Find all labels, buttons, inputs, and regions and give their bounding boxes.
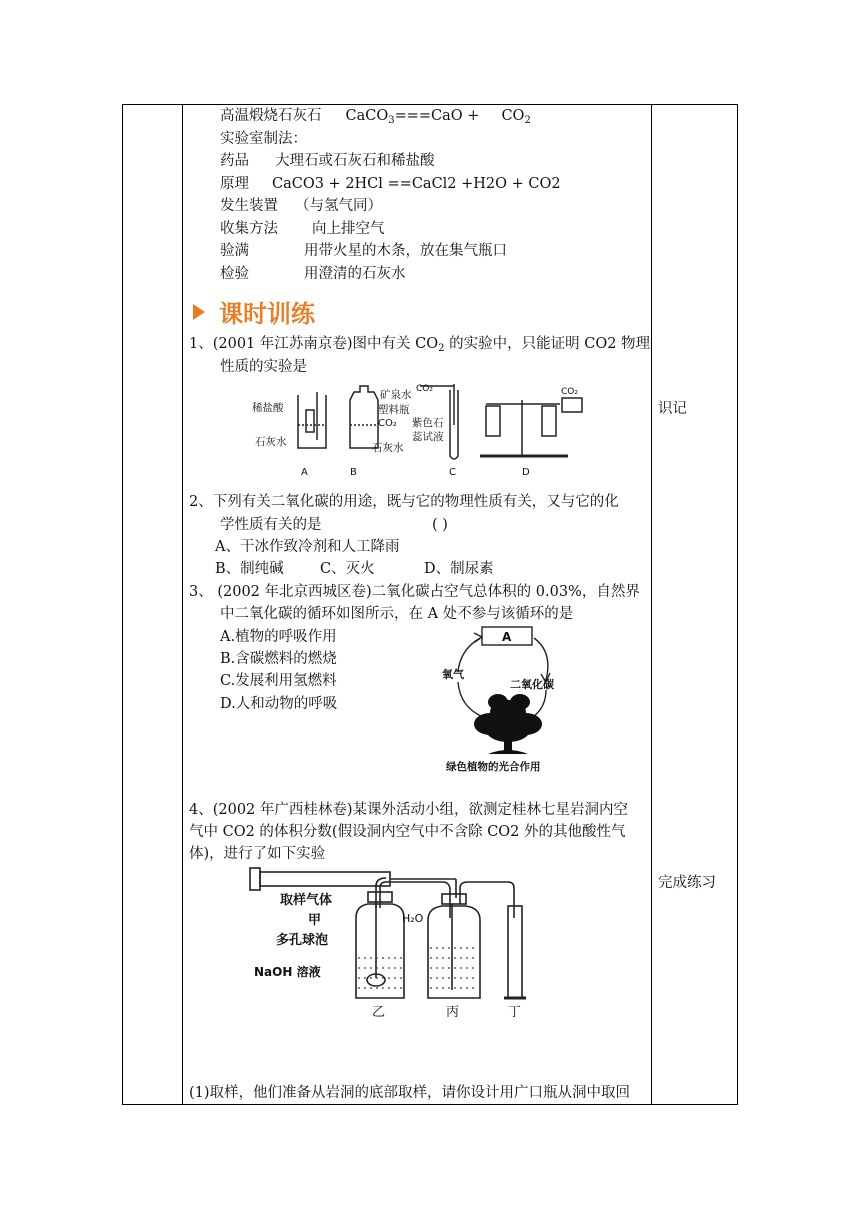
tree-icon — [474, 694, 542, 754]
table-divider-2 — [651, 104, 652, 1105]
apparatus-value: （与氢气同） — [295, 198, 382, 214]
fig1-label-co2-d: CO₂ — [561, 387, 578, 397]
q3-line1: 3、 (2002 年北京西城区卷)二氧化碳占空气总体积的 0.03%，自然界 — [189, 584, 640, 600]
fig3-co2-label: 二氧化碳 — [510, 678, 554, 691]
side-note-practice: 完成练习 — [658, 875, 716, 891]
collect-label: 收集方法 — [220, 221, 278, 237]
fig1-label-limewater-a: 石灰水 — [255, 436, 287, 448]
apparatus-label: 发生装置 — [220, 198, 278, 214]
fig4-sample-label: 取样气体 — [280, 893, 333, 908]
arrow-icon — [193, 304, 205, 320]
table-border-left — [122, 104, 123, 1105]
fig3-box-label: A — [502, 630, 512, 644]
q4-line1: 4、(2002 年广西桂林卷)某课外活动小组，欲测定桂林七星岩洞内空 — [189, 802, 629, 818]
reagent-value: 大理石或石灰石和稀盐酸 — [275, 153, 435, 169]
table-border-bottom — [122, 1104, 738, 1105]
q2-answer-paren: ( ) — [432, 517, 448, 533]
fullcheck-label: 验满 — [220, 243, 249, 259]
fig4-naoh-label: NaOH 溶液 — [254, 965, 321, 979]
table-border-top — [122, 104, 738, 105]
table-border-right — [737, 104, 738, 1105]
q3-option-b: B.含碳燃料的燃烧 — [220, 651, 337, 667]
fig1-letter-b: B — [350, 467, 357, 478]
q4-line2: 气中 CO2 的体积分数(假设洞内空气中不含除 CO2 外的其他酸性气 — [189, 824, 626, 840]
test-label: 检验 — [220, 266, 249, 282]
principle-label: 原理 — [220, 176, 249, 192]
q1-line1: 1、(2001 年江苏南京卷)图中有关 $CO_2$ 的实验中，只能证明 CO2 物理 — [189, 336, 651, 354]
fig1-label-limewater-b: 石灰水 — [372, 442, 404, 454]
q2-option-b: B、制纯碱 — [215, 561, 284, 577]
table-divider-1 — [182, 104, 183, 1105]
q3-line2: 中二氧化碳的循环如图所示，在 A 处不参与该循环的是 — [220, 606, 574, 622]
side-note-memorize: 识记 — [658, 401, 687, 417]
reagent-label: 药品 — [220, 153, 249, 169]
fig1-label-co2-c: CO₂ — [416, 384, 433, 394]
fig3-oxygen-label: 氧气 — [442, 668, 464, 681]
fig1-label-litmus-2: 蕊试液 — [412, 431, 444, 443]
fig1-label-co2-b: CO₂ — [378, 418, 397, 429]
q2-line1: 2、下列有关二氧化碳的用途，既与它的物理性质有关，又与它的化 — [189, 494, 619, 510]
collect-value: 向上排空气 — [312, 221, 385, 237]
fig1-letter-a: A — [301, 467, 308, 478]
q1-figure — [250, 380, 595, 480]
fig1-label-plastic-bottle: 塑料瓶 — [378, 404, 410, 416]
fig4-ding-label: 丁 — [508, 1005, 522, 1020]
q3-option-a: A.植物的呼吸作用 — [220, 629, 337, 645]
fig4-bubble-label: 多孔球泡 — [276, 933, 329, 948]
principle-value: CaCO3 + 2HCl ==CaCl2 +H2O + CO2 — [272, 176, 561, 192]
q3-figure — [428, 622, 588, 777]
q4-figure — [246, 858, 546, 1023]
fig3-caption: 绿色植物的光合作用 — [446, 761, 541, 773]
test-value: 用澄清的石灰水 — [304, 266, 406, 282]
q3-option-c: C.发展利用氢燃料 — [220, 673, 337, 689]
fig1-letter-c: C — [449, 467, 456, 478]
fig1-label-litmus-1: 紫色石 — [412, 417, 444, 429]
fig4-yi-label: 乙 — [372, 1005, 386, 1020]
lab-method-title: 实验室制法： — [220, 131, 307, 147]
q2-option-d: D、制尿素 — [424, 561, 494, 577]
fig1-label-mineral-water: 矿泉水 — [380, 389, 412, 401]
q1-line2: 性质的实验是 — [220, 359, 307, 375]
fig4-water-label: H₂O — [402, 912, 424, 925]
calcination-line: 高温煅烧石灰石 CaCO$_3$===CaO + $CO_2$ — [220, 108, 531, 126]
fig1-letter-d: D — [522, 467, 530, 478]
fullcheck-value: 用带火星的木条，放在集气瓶口 — [304, 243, 507, 259]
q4-line3: 体)，进行了如下实验 — [189, 846, 326, 862]
fig4-jia-label: 甲 — [308, 913, 322, 928]
fig1-label-hcl: 稀盐酸 — [252, 402, 284, 414]
q2-line2: 学性质有关的是 — [220, 517, 322, 533]
q4-sub1: (1)取样，他们准备从岩洞的底部取样，请你设计用广口瓶从洞中取回 — [189, 1085, 631, 1101]
q3-option-d: D.人和动物的呼吸 — [220, 696, 338, 712]
q2-option-a: A、干冰作致冷剂和人工降雨 — [215, 539, 400, 555]
q2-option-c: C、灭火 — [320, 561, 375, 577]
section-heading: 课时训练 — [193, 294, 315, 329]
fig4-bing-label: 丙 — [446, 1005, 460, 1020]
